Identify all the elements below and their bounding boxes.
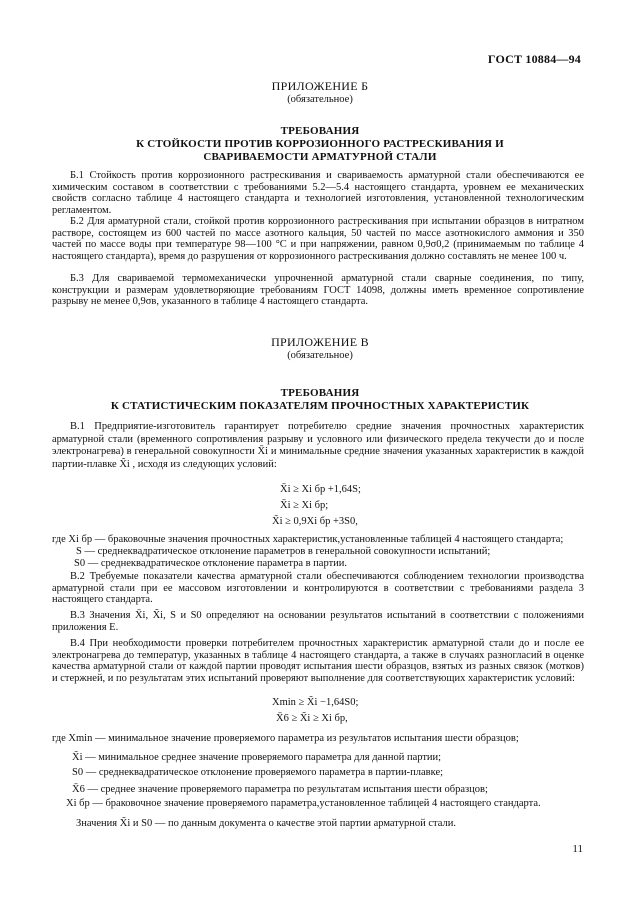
appendix-v-title: ПРИЛОЖЕНИЕ В [271,335,369,349]
appendix-v-heading-2: К СТАТИСТИЧЕСКИМ ПОКАЗАТЕЛЯМ ПРОЧНОСТНЫХ ХАРАКТЕРИСТИК [110,400,530,412]
where-7: X̄6 — среднее значение проверяемого параметра по результатам испытания шести образцов; [72,784,488,795]
where-2: S — среднеквадратическое отклонение параметров в генеральной совокупности испытаний; [76,546,491,557]
paragraph-b2: Б.2 Для арматурной стали, стойкой против коррозионного растрескивания при испытании образцов в нитратном растворе, состоящем из 600 частей по массе азотного кальция, 50 частей по массе азотнокислого аммония и 350 частей по массе воды при температуре 98—100 °С и при напряжении, равном 0,9σ0,2 (принимаемым по таблице 4 настоящего стандарта), время до разрушения от коррозионного растрескивания должно составлять не менее 100 ч. [52,216,584,263]
paragraph-v1: В.1 Предприятие-изготовитель гарантирует потребителю средние значения прочностных характеристик арматурной стали (временного сопротивления разрыву и условного или физического предела текучести до и после электронагрева) в генеральной совокупности X̄i и минимальные средние значения указанных характеристик в каждой партии-плавке X̃i , исходя из следующих условий: [52,421,584,470]
paragraph-v5: Значения X̃i и S0 — по данным документа о качестве этой партии арматурной стали. [76,818,456,829]
paragraph-v2: В.2 Требуемые показатели качества арматурной стали обеспечиваются соблюдением технологии производства арматурной стали при ее массовом изготовлении и контролируются в соответствии с требованиями раздела 3 настоящего стандарта. [52,571,584,606]
appendix-b-heading-2: К СТОЙКОСТИ ПРОТИВ КОРРОЗИОННОГО РАСТРЕСКИВАНИЯ И [136,138,504,150]
appendix-b-title: ПРИЛОЖЕНИЕ Б [271,79,369,93]
formula-4: Xmin ≥ X̃i −1,64S0; [272,697,359,708]
where-5: X̃i — минимальное среднее значение проверяемого параметра для данной партии; [72,752,442,763]
formula-1: X̄i ≥ Xi бр +1,64S; [280,484,361,495]
appendix-v-note: (обязательное) [287,350,353,361]
appendix-b-heading-1: ТРЕБОВАНИЯ [280,125,360,137]
formula-2: X̄i ≥ Xi бр; [280,500,329,511]
where-4: где Xmin — минимальное значение проверяемого параметра из результатов испытания шести образцов; [52,733,519,744]
formula-3: X̃i ≥ 0,9Xi бр +3S0, [272,516,358,527]
page-number: 11 [572,843,583,855]
paragraph-b1: Б.1 Стойкость против коррозионного растрескивания и свариваемость арматурной стали обеспечиваются ее химическим составом в соответствии с требованиями 5.2—5.4 настоящего стандарта, уровнем ее механических свойств согласно таблице 4 настоящего стандарта и технологией изготовления, установленной технологическим регламентом. [52,170,584,217]
where-8: Xi бр — браковочное значение проверяемого параметра,установленное таблицей 4 настоящего стандарта. [66,798,541,809]
paragraph-v3: В.3 Значения X̄i, X̃i, S и S0 определяют на основании результатов испытаний в соответствии с положениями приложения Е. [52,610,584,633]
formula-5: X̄6 ≥ X̃i ≥ Xi бр, [276,713,348,724]
appendix-v-heading-1: ТРЕБОВАНИЯ [280,387,360,399]
where-1: где Xi бр — браковочные значения прочностных характеристик,установленные таблицей 4 настоящего стандарта; [52,534,564,545]
where-6: S0 — среднеквадратическое отклонение проверяемого параметра в партии-плавке; [72,767,444,778]
where-3: S0 — среднеквадратическое отклонение параметра в партии. [74,558,348,569]
paragraph-v4: В.4 При необходимости проверки потребителем прочностных характеристик арматурной стали до и после ее электронагрева до температур, указанных в таблице 4 настоящего стандарта, а также в случаях разногласий в оценке качества арматурной стали от каждой партии проводят испытания шести образцов, взятых из разных связок (мотков) и стержней, и по результатам этих испытаний проверяют выполнение для соответствующих характеристик условий: [52,638,584,685]
appendix-b-note: (обязательное) [287,94,353,105]
appendix-b-heading-3: СВАРИВАЕМОСТИ АРМАТУРНОЙ СТАЛИ [203,151,437,163]
standard-number: ГОСТ 10884—94 [487,52,581,66]
paragraph-b3: Б.3 Для свариваемой термомеханически упрочненной арматурной стали сварные соединения, по типу, конструкции и размерам удовлетворяющие требованиям ГОСТ 14098, должны иметь временное сопротивление разрыву не менее 0,9σв, указанного в таблице 4 настоящего стандарта. [52,273,584,308]
